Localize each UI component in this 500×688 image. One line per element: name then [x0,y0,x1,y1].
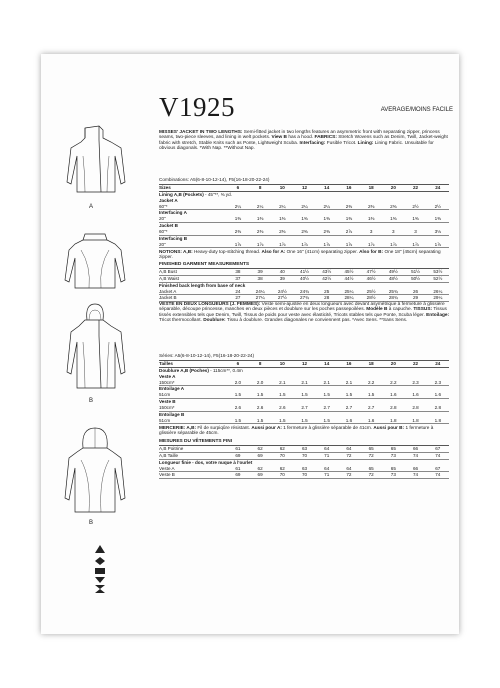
table-cell: 50½ [404,275,426,282]
table-cell: 1.6 [338,418,360,424]
size-cell: 22 [404,361,426,368]
table-cell: 2.6 [249,405,271,411]
table-cell: 38 [249,275,271,282]
size-cell: 8 [249,361,271,368]
french-notions: MERCERIE: A,B: Fil de surpiqûre résistant. Aussi pour A: 1 fermeture à glissière séparable de 41cm. Aussi pour B: 1 fermeture à glissière séparable de 45cm. [159,425,434,436]
size-cell: 10 [271,361,293,368]
table-cell: 2.6 [227,405,249,411]
table-cell: 2½ [427,204,449,210]
table-cell: 25½ [360,289,382,295]
english-combinations: Combinations: A5(6-8-10-12-14), F5(16-18-20-22-24) [159,177,270,182]
table-cell: 40½ [293,275,315,282]
table-cell: 42½ [316,275,338,282]
table-cell: 73 [382,452,404,459]
row-heading-label: Veste A [159,373,176,379]
size-cell: 16 [338,185,360,192]
french-finished-table [159,446,449,479]
table-cell: 1.6 [382,392,404,398]
table-cell: 24½ [271,289,293,295]
table-cell: 40 [271,269,293,275]
view-a-label: A [89,204,94,210]
table-cell: 2⅜ [316,229,338,235]
table-cell: 1⅞ [249,242,271,248]
table-cell: 24¼ [249,289,271,295]
row-label: 20" [159,216,227,222]
table-cell: 1⅞ [404,242,426,248]
table-cell: 69 [227,472,249,479]
table-cell: 39 [249,269,271,275]
table-cell: 64 [316,466,338,472]
row-label: 60"* [159,229,227,235]
table-cell: 1.6 [427,392,449,398]
table-cell: 2.7 [293,405,315,411]
french-combinations: Séries: A5(6-8-10-12-14), F5(16-18-20-22-24) [159,353,255,358]
pattern-info [153,54,453,634]
table-cell: 63 [293,466,315,472]
table-cell: 1⅞ [427,242,449,248]
table-cell: 29¼ [427,295,449,302]
table-cell: 1⅞ [382,242,404,248]
table-cell: 1⅞ [360,242,382,248]
row-label: 51cm [159,392,227,398]
table-cell: 2⅜ [227,229,249,235]
table-cell: 1.5 [293,418,315,424]
table-cell: 1.5 [271,392,293,398]
table-cell: 2⅜ [271,229,293,235]
size-cell: 14 [316,185,338,192]
table-cell: 1.5 [271,418,293,424]
row-label: Veste B [159,472,227,479]
table-cell: 72 [360,452,382,459]
table-cell: 1⅜ [382,216,404,222]
size-cell: 8 [249,185,271,192]
row-heading-label: Jacket A [159,197,178,203]
table-cell: 2.8 [382,405,404,411]
table-cell: 3 [382,229,404,235]
table-cell: 51½ [404,269,426,275]
table-cell: 25 [316,289,338,295]
english-yardage-table [159,184,449,248]
table-cell: 62 [271,446,293,452]
table-cell: 2.0 [249,380,271,386]
row-heading-label: Finished back length from base of neck [159,282,246,288]
table-cell: 2.7 [360,405,382,411]
table-cell: 25¼ [338,289,360,295]
row-heading-value: - 45"**, ⅜ yd. [203,191,232,197]
hourglass-icon [95,585,105,593]
table-cell: 69 [227,452,249,459]
square-icon [95,568,105,574]
table-cell: 71 [316,472,338,479]
table-cell: 74 [427,472,449,479]
table-cell: 64 [316,446,338,452]
sizes-label: Sizes [159,185,227,192]
table-cell: 62 [249,466,271,472]
table-cell: 72 [338,452,360,459]
table-cell: 70 [271,472,293,479]
table-cell: 2.1 [338,380,360,386]
row-heading-label: Longueur finie - dos, votre nuque à l'ourlet [159,459,253,465]
table-cell: 2⅞ [338,229,360,235]
row-label: Jacket A [159,289,227,295]
size-cell: 14 [316,361,338,368]
table-cell: 65 [360,446,382,452]
row-label: 51cm [159,418,227,424]
table-cell: 3 [404,229,426,235]
table-cell: 2.8 [404,405,426,411]
table-cell: 1.5 [338,392,360,398]
table-cell: 1⅜ [316,216,338,222]
table-row [159,242,449,248]
table-cell: 41½ [293,269,315,275]
table-cell: 26¼ [427,289,449,295]
row-heading-label: Entoilage A [159,386,185,392]
table-cell: 27¾ [293,295,315,302]
table-cell: 65 [360,466,382,472]
table-cell: 1.5 [249,418,271,424]
table-cell: 28¼ [338,295,360,302]
table-cell: 38 [227,269,249,275]
diamond-icon [95,557,105,565]
table-cell: 1⅜ [427,216,449,222]
table-cell: 64 [338,466,360,472]
row-label: 150cm* [159,405,227,411]
table-cell: 2.8 [427,405,449,411]
table-row [159,472,449,479]
table-cell: 1⅜ [338,216,360,222]
english-finished-table [159,269,449,302]
row-heading-label: Veste B [159,399,176,405]
table-cell: 1⅞ [227,242,249,248]
size-cell: 24 [427,361,449,368]
row-label: 20" [159,242,227,248]
table-row [159,275,449,282]
table-cell: 65 [382,466,404,472]
triangle-down-icon [95,577,105,583]
row-label: 150cm* [159,380,227,386]
table-cell: 2¼ [316,204,338,210]
english-title: MISSES' JACKET IN TWO LENGTHS: [159,130,243,135]
table-cell: 70 [271,452,293,459]
table-cell: 52½ [427,275,449,282]
table-cell: 37 [227,275,249,282]
technical-drawings [41,54,153,634]
jacket-a-front-drawing [55,122,135,202]
table-cell: 27½ [271,295,293,302]
table-cell: 72 [360,472,382,479]
table-cell: 2⅜ [360,204,382,210]
english-finished-title: FINISHED GARMENT MEASUREMENTS [159,262,449,269]
table-cell: 62 [271,466,293,472]
difficulty-level: AVERAGE/MOINS FACILE [380,107,453,113]
table-cell: 2.2 [360,380,382,386]
table-cell: 1.6 [404,392,426,398]
table-cell: 71 [316,452,338,459]
table-cell: 26 [404,289,426,295]
table-cell: 74 [404,472,426,479]
table-cell: 69 [249,452,271,459]
table-cell: 1.5 [316,392,338,398]
sizes-header-row [159,361,449,368]
table-cell: 1.5 [249,392,271,398]
table-cell: 1.8 [427,418,449,424]
english-description: MISSES' JACKET IN TWO LENGTHS: Semi-fitted jacket in two lengths features an asymmetric front with separating zipper, princess seams, two-piece sleeves, and lining in welt pockets. View B has a hood. FABRICS: Stretch Wovens such as Denim, Twill, Jacket-weight fabric with stretch, Stable Knits such as Ponte, Lightweight Scuba. Interfacing: Fusible Tricot. Lining: Lining Fabric. Unsuitable for obvious diagonals. *With Nap. **Without Nap. [159,130,448,152]
triangle-icon [95,545,105,553]
table-cell: 2¼ [293,204,315,210]
table-cell: 1⅜ [293,216,315,222]
table-cell: 72 [338,472,360,479]
row-label: Jacket B [159,295,227,302]
table-cell: 61 [227,446,249,452]
table-cell: 1⅞ [271,242,293,248]
row-heading-value: - 115cm**, 0.4m [208,367,243,373]
table-cell: 3⅛ [427,229,449,235]
table-cell: 1.5 [227,418,249,424]
size-cell: 20 [382,361,404,368]
size-cell: 6 [227,361,249,368]
jacket-b-front-drawing [55,302,135,394]
french-finished-title: MESURES DU VÊTEMENTS FINI [159,439,449,446]
table-cell: 44½ [338,275,360,282]
table-cell: 2½ [404,204,426,210]
row-label: A,B Bust [159,269,227,275]
sizes-header-row [159,185,449,192]
table-cell: 74 [427,452,449,459]
table-row [159,452,449,459]
table-cell: 70 [293,452,315,459]
row-label: 60"* [159,204,227,210]
table-cell: 1⅜ [227,216,249,222]
size-cell: 10 [271,185,293,192]
size-cell: 12 [293,185,315,192]
table-cell: 2.1 [316,380,338,386]
table-cell: 49½ [382,269,404,275]
table-cell: 1⅞ [338,242,360,248]
size-cell: 24 [427,185,449,192]
table-cell: 65 [382,446,404,452]
pattern-envelope-back [41,54,459,634]
size-cell: 22 [404,185,426,192]
care-symbols [93,544,107,594]
table-cell: 28¾ [382,295,404,302]
table-cell: 46½ [360,275,382,282]
row-label: A,B Waist [159,275,227,282]
table-cell: 39 [271,275,293,282]
jacket-a-back-drawing [55,230,135,294]
table-cell: 1⅞ [316,242,338,248]
row-heading-label: Interfacing A [159,210,187,216]
table-cell: 69 [249,472,271,479]
table-cell: 66 [404,446,426,452]
table-cell: 2⅜ [293,229,315,235]
table-cell: 1.5 [227,392,249,398]
row-label: A,B Taille [159,452,227,459]
row-label: Veste A [159,466,227,472]
row-heading-label: Entoilage B [159,411,185,417]
view-b-label: B [89,398,94,404]
size-cell: 16 [338,361,360,368]
table-cell: 2⅜ [249,229,271,235]
table-cell: 45½ [338,269,360,275]
table-cell: 64 [338,446,360,452]
size-cell: 6 [227,185,249,192]
table-cell: 66 [404,466,426,472]
table-cell: 43½ [316,269,338,275]
row-heading-label: Lining A,B (Pockets) [159,191,204,197]
table-cell: 2.1 [271,380,293,386]
table-cell: 67 [427,446,449,452]
table-cell: 1⅜ [249,216,271,222]
table-cell: 3 [360,229,382,235]
jacket-b-back-drawing [55,426,135,518]
table-cell: 1.8 [382,418,404,424]
table-cell: 24¾ [293,289,315,295]
table-cell: 28 [316,295,338,302]
table-cell: 24 [227,289,249,295]
table-cell: 2.0 [227,380,249,386]
table-cell: 27¼ [249,295,271,302]
table-cell: 63 [293,446,315,452]
table-cell: 48½ [382,275,404,282]
size-cell: 20 [382,185,404,192]
table-cell: 2⅜ [338,204,360,210]
table-cell: 25¾ [382,289,404,295]
table-cell: 2.3 [404,380,426,386]
table-cell: 28½ [360,295,382,302]
table-cell: 2.2 [382,380,404,386]
table-cell: 2¼ [249,204,271,210]
table-row [159,295,449,302]
french-yardage-table [159,360,449,424]
table-cell: 67 [427,466,449,472]
table-cell: 27 [227,295,249,302]
pattern-number: V1925 [159,92,235,122]
size-cell: 18 [360,361,382,368]
french-description: VESTE EN DEUX LONGUEURS (J. FEMMES): Veste semi-ajustée en deux longueurs avec devant asymétrique à fermeture à glissière séparable, découpe princesse, manches en deux pièces et doublure sur les poches passepoilées. Modèle B à capuche. TISSUS: Tissus tissés extensibles tels que Denim, Twill, Tissus de poids pour veste avec élasticité, Tricots stables tels que Ponte, Scuba léger. Entoilage: Tricot thermocollant. Doublure: Tissu à doublure. Grandes diagonales ne conviennent pas. *Avec Sens. **Sans Sens. [159,302,450,324]
table-cell: 62 [249,446,271,452]
table-cell: 2¼ [271,204,293,210]
table-cell: 2.6 [271,405,293,411]
table-cell: 2.7 [338,405,360,411]
french-title: VESTE EN DEUX LONGUEURS (J. FEMMES): [159,302,261,307]
table-cell: 2¼ [227,204,249,210]
table-cell: 1⅜ [404,216,426,222]
table-cell: 74 [404,452,426,459]
size-cell: 18 [360,185,382,192]
table-cell: 1⅜ [360,216,382,222]
sizes-label: Tailles [159,361,227,368]
table-cell: 61 [227,466,249,472]
table-cell: 1.5 [293,392,315,398]
table-cell: 47½ [360,269,382,275]
row-heading-label: Interfacing B [159,235,188,241]
table-cell: 1.8 [404,418,426,424]
table-cell: 73 [382,472,404,479]
table-cell: 1⅜ [271,216,293,222]
table-row [159,418,449,424]
table-cell: 2.3 [427,380,449,386]
table-cell: 1⅞ [293,242,315,248]
table-cell: 1.6 [360,418,382,424]
english-notions: NOTIONS: A,B: Heavy-duty top-stitching thread. Also for A: One 16" (41cm) separating zipper. Also for B: One 18" (45cm) separating zipper. [159,249,441,260]
row-heading-label: Jacket B [159,223,178,229]
table-cell: 2.1 [293,380,315,386]
table-cell: 2.7 [316,405,338,411]
view-b-back-label: B [89,520,94,526]
table-cell: 1.5 [360,392,382,398]
table-cell: 1.5 [316,418,338,424]
table-cell: 70 [293,472,315,479]
row-heading-label: Doublure A,B (Poches) [159,367,209,373]
row-label: A,B Poitrine [159,446,227,452]
table-cell: 2⅜ [382,204,404,210]
size-cell: 12 [293,361,315,368]
table-cell: 29 [404,295,426,302]
table-cell: 53½ [427,269,449,275]
